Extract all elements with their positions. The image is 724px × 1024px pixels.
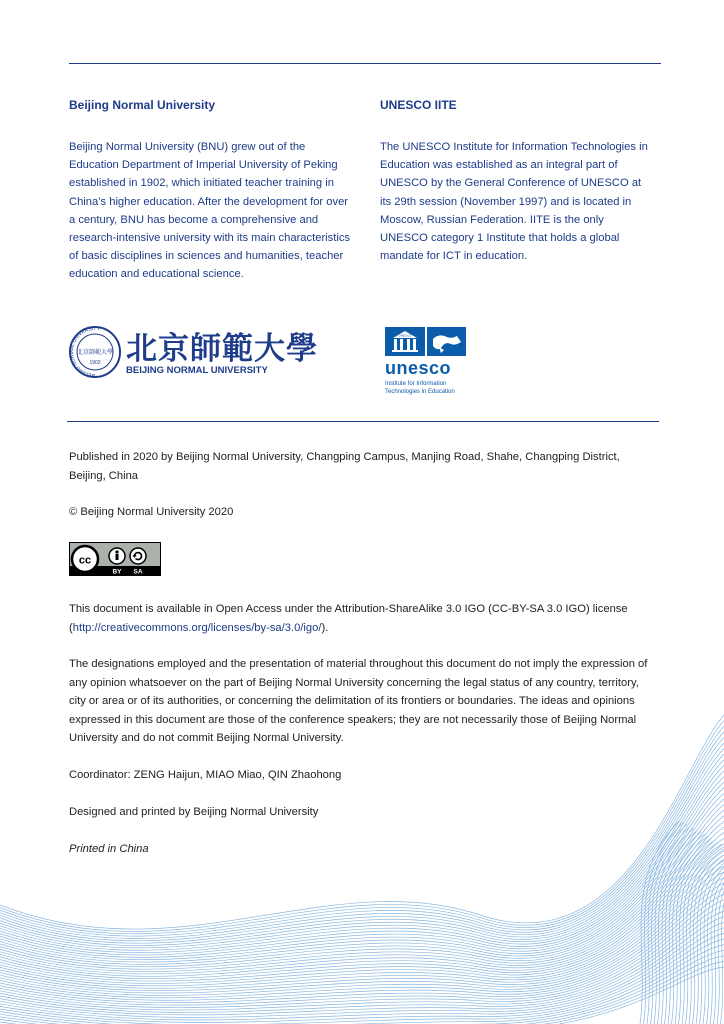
seal-inner-text: 北京師範大學 bbox=[76, 350, 114, 356]
license-text-end: ). bbox=[321, 621, 329, 634]
emblem-text: UNESCO bbox=[398, 333, 412, 338]
license-link[interactable]: http://creativecommons.org/licenses/by-sa/3.0/igo/ bbox=[72, 621, 322, 634]
unesco-wordmark: unesco bbox=[385, 358, 452, 378]
unesco-iite-description: The UNESCO Institute for Information Technologies in Education was established as an integral part of UNESCO by the General Conference of UNESCO at its 29th session (November 1997) and is located in Moscow, Russian Federation. IITE is the only UNESCO category 1 Institute that holds a global mandate for ICT in education. bbox=[380, 141, 648, 263]
bnu-chinese-name: 北京師範大學 bbox=[126, 331, 318, 367]
sa-text: SA bbox=[133, 568, 143, 576]
disclaimer: The designations employed and the presentation of material throughout this document do not imply the expression of any opinion whatsoever on the part of Beijing Normal University concerning the legal status of any country, territory, city or area or of its authorities, or concerning the delimitation of its frontiers or boundaries. The ideas and opinions expressed in this document are those of the conference speakers; they are not necessarily those of Beijing Normal University and do not commit Beijing Normal University. bbox=[69, 658, 648, 745]
coordinator: Coordinator: ZENG Haijun, MIAO Miao, QIN Zhaohong bbox=[69, 769, 342, 781]
wave-line bbox=[0, 866, 724, 993]
unesco-subtitle-line2: Technologies in Education bbox=[385, 389, 455, 395]
printed-in: Printed in China bbox=[69, 843, 149, 855]
license-text: This document is available in Open Access under the Attribution-ShareAlike 3.0 IGO (CC-BY-SA 3.0 IGO) license ( bbox=[69, 603, 628, 634]
seal-year: 1902 bbox=[89, 360, 101, 366]
published-info: Published in 2020 by Beijing Normal University, Changping Campus, Manjing Road, Shahe, Changping District, Beijing, China bbox=[69, 451, 620, 482]
unesco-subtitle-line1: Institute for Information bbox=[385, 381, 447, 387]
wave-line bbox=[668, 836, 708, 1024]
by-text: BY bbox=[112, 568, 122, 576]
wave-line bbox=[679, 842, 719, 1024]
bnu-english-name: BEIJING NORMAL UNIVERSITY bbox=[126, 365, 268, 376]
designed-by: Designed and printed by Beijing Normal University bbox=[69, 806, 319, 818]
bnu-description: Beijing Normal University (BNU) grew out of the Education Department of Imperial University of Peking established in 1902, which initiated teacher training in China’s higher education. After the development for over a century, BNU has become a comprehensive and research-intensive university with its main characteristics of basic disciplines in sciences and humanities, teacher education and educational science. bbox=[69, 141, 351, 281]
seal-ring-text: BEIJING NORMAL UNIVERSITY bbox=[69, 325, 101, 379]
wave-line bbox=[0, 838, 724, 981]
copyright-notice: © Beijing Normal University 2020 bbox=[69, 506, 234, 518]
bnu-title: Beijing Normal University bbox=[69, 98, 216, 112]
wave-line bbox=[0, 844, 724, 984]
cc-text: cc bbox=[78, 554, 92, 567]
unesco-iite-title: UNESCO IITE bbox=[380, 98, 457, 112]
